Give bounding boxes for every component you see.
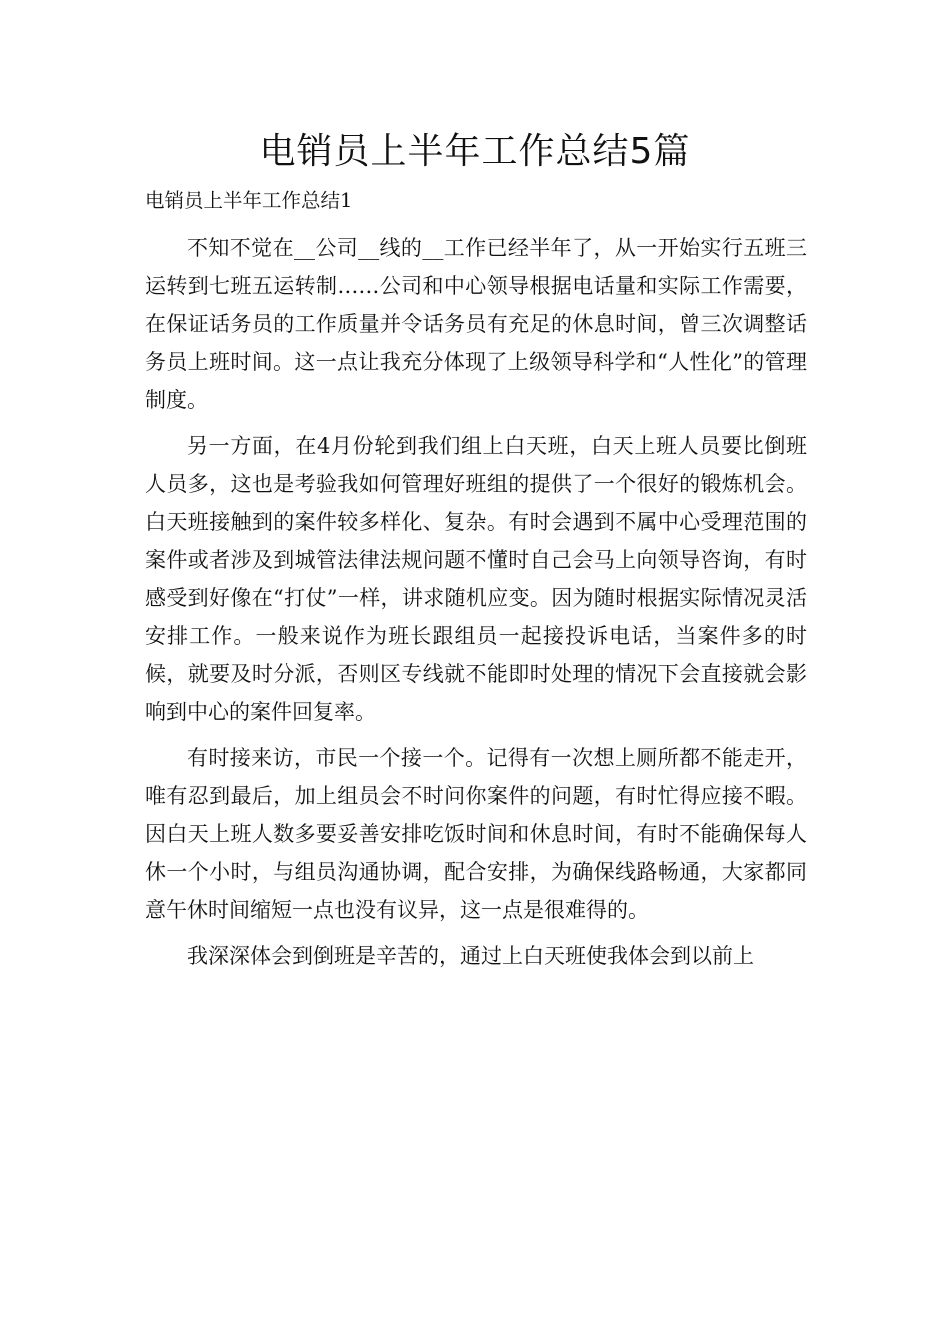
- paragraph-3: 有时接来访，市民一个接一个。记得有一次想上厕所都不能走开，唯有忍到最后，加上组员会不时问你案件的问题，有时忙得应接不暇。因白天上班人数多要妥善安排吃饭时间和休息时间，有时不能确保每人休一个小时，与组员沟通协调，配合安排，为确保线路畅通，大家都同意午休时间缩短一点也没有议异，这一点是很难得的。: [145, 746, 807, 922]
- document-body: [145, 229, 807, 983]
- document-title: 电销员上半年工作总结5篇: [259, 131, 691, 172]
- section-heading: 电销员上半年工作总结1: [145, 189, 353, 212]
- paragraph-1: 不知不觉在__公司__线的__工作已经半年了，从一开始实行五班三运转到七班五运转制……公司和中心领导根据电话量和实际工作需要，在保证话务员的工作质量并令话务员有充足的休息时间，曾三次调整话务员上班时间。这一点让我充分体现了上级领导科学和“人性化”的管理制度。: [145, 236, 807, 412]
- paragraph-2: 另一方面，在4月份轮到我们组上白天班，白天上班人员要比倒班人员多，这也是考验我如何管理好班组的提供了一个很好的锻炼机会。白天班接触到的案件较多样化、复杂。有时会遇到不属中心受理范围的案件或者涉及到城管法律法规问题不懂时自己会马上向领导咨询，有时感受到好像在“打仗”一样，讲求随机应变。因为随时根据实际情况灵活安排工作。一般来说作为班长跟组员一起接投诉电话，当案件多的时候，就要及时分派，否则区专线就不能即时处理的情况下会直接就会影响到中心的案件回复率。: [145, 434, 807, 724]
- paragraph-4: 我深深体会到倒班是辛苦的，通过上白天班使我体会到以前上: [187, 944, 754, 968]
